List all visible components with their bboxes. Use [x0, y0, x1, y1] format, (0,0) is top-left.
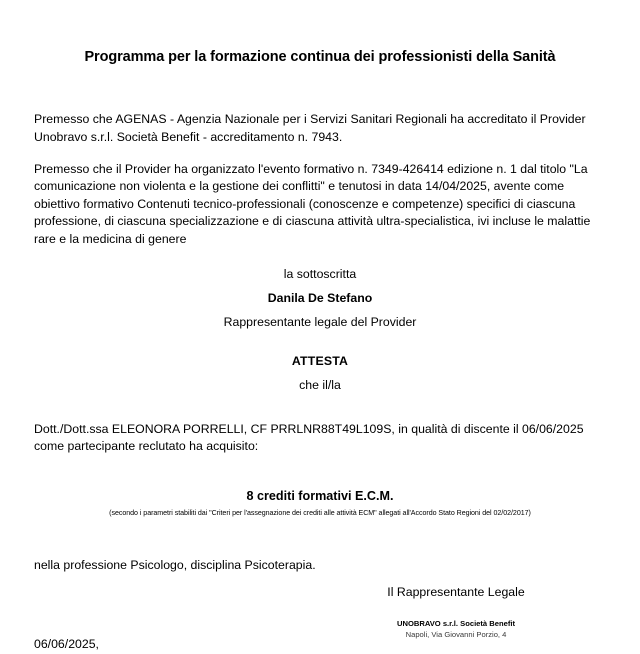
paragraph-event: Premesso che il Provider ha organizzato l'evento formativo n. 7349-426414 edizione n. 1 dal titolo "La comunicazione non violenta e la gestione dei conflitti" e tenutosi in data 14/04/2025, avente come obiettivo formativo Contenuti tecnico-professionali (conoscenze e competenze) specifici di ciascuna professione, di ciascuna specializzazione e di ciascuna attività ultra-specialistica, ivi incluse le malattie rare e la medicina di genere — [34, 161, 591, 246]
credits-awarded: 8 crediti formativi E.C.M. — [246, 488, 394, 503]
footer-company-address: Napoli, Via Giovanni Porzio, 4 — [405, 630, 507, 639]
signature-section — [306, 584, 606, 640]
page-title: Programma per la formazione continua dei professionisti della Sanità — [84, 49, 556, 65]
signature-title: Il Rappresentante Legale — [387, 585, 525, 600]
paragraph-accreditation: Premesso che AGENAS - Agenzia Nazionale per i Servizi Sanitari Regionali ha accreditato il Provider Unobravo s.r.l. Società Benefit - accreditamento n. 7943. — [34, 112, 586, 144]
subscriber-intro-label: la sottoscritta — [283, 266, 357, 281]
recipient-participation-line: come partecipante reclutato ha acquisito: — [34, 439, 259, 454]
attests-subtitle: che il/la — [299, 377, 341, 392]
subscriber-role: Rappresentante legale del Provider — [223, 314, 417, 329]
subscriber-section — [34, 266, 606, 332]
attests-heading: ATTESTA — [291, 354, 349, 369]
attestation-section — [34, 353, 606, 394]
recipient-identity-line: Dott./Dott.ssa ELEONORA PORRELLI, CF PRRLNR88T49L109S, in qualità di discente il 06/06/2025 — [34, 421, 584, 436]
recipient-section — [34, 421, 606, 456]
issue-date: 06/06/2025, — [34, 637, 99, 652]
credits-footnote: (secondo i parametri stabiliti dai "Criteri per l'assegnazione dei crediti alle attività ECM" allegati all'Accordo Stato Regioni del 02/02/2017) — [109, 508, 531, 517]
footer-company-name: UNOBRAVO s.r.l. Società Benefit — [396, 619, 515, 628]
subscriber-name: Danila De Stefano — [267, 291, 373, 306]
profession-discipline-line: nella professione Psicologo, disciplina Psicoterapia. — [34, 557, 316, 572]
